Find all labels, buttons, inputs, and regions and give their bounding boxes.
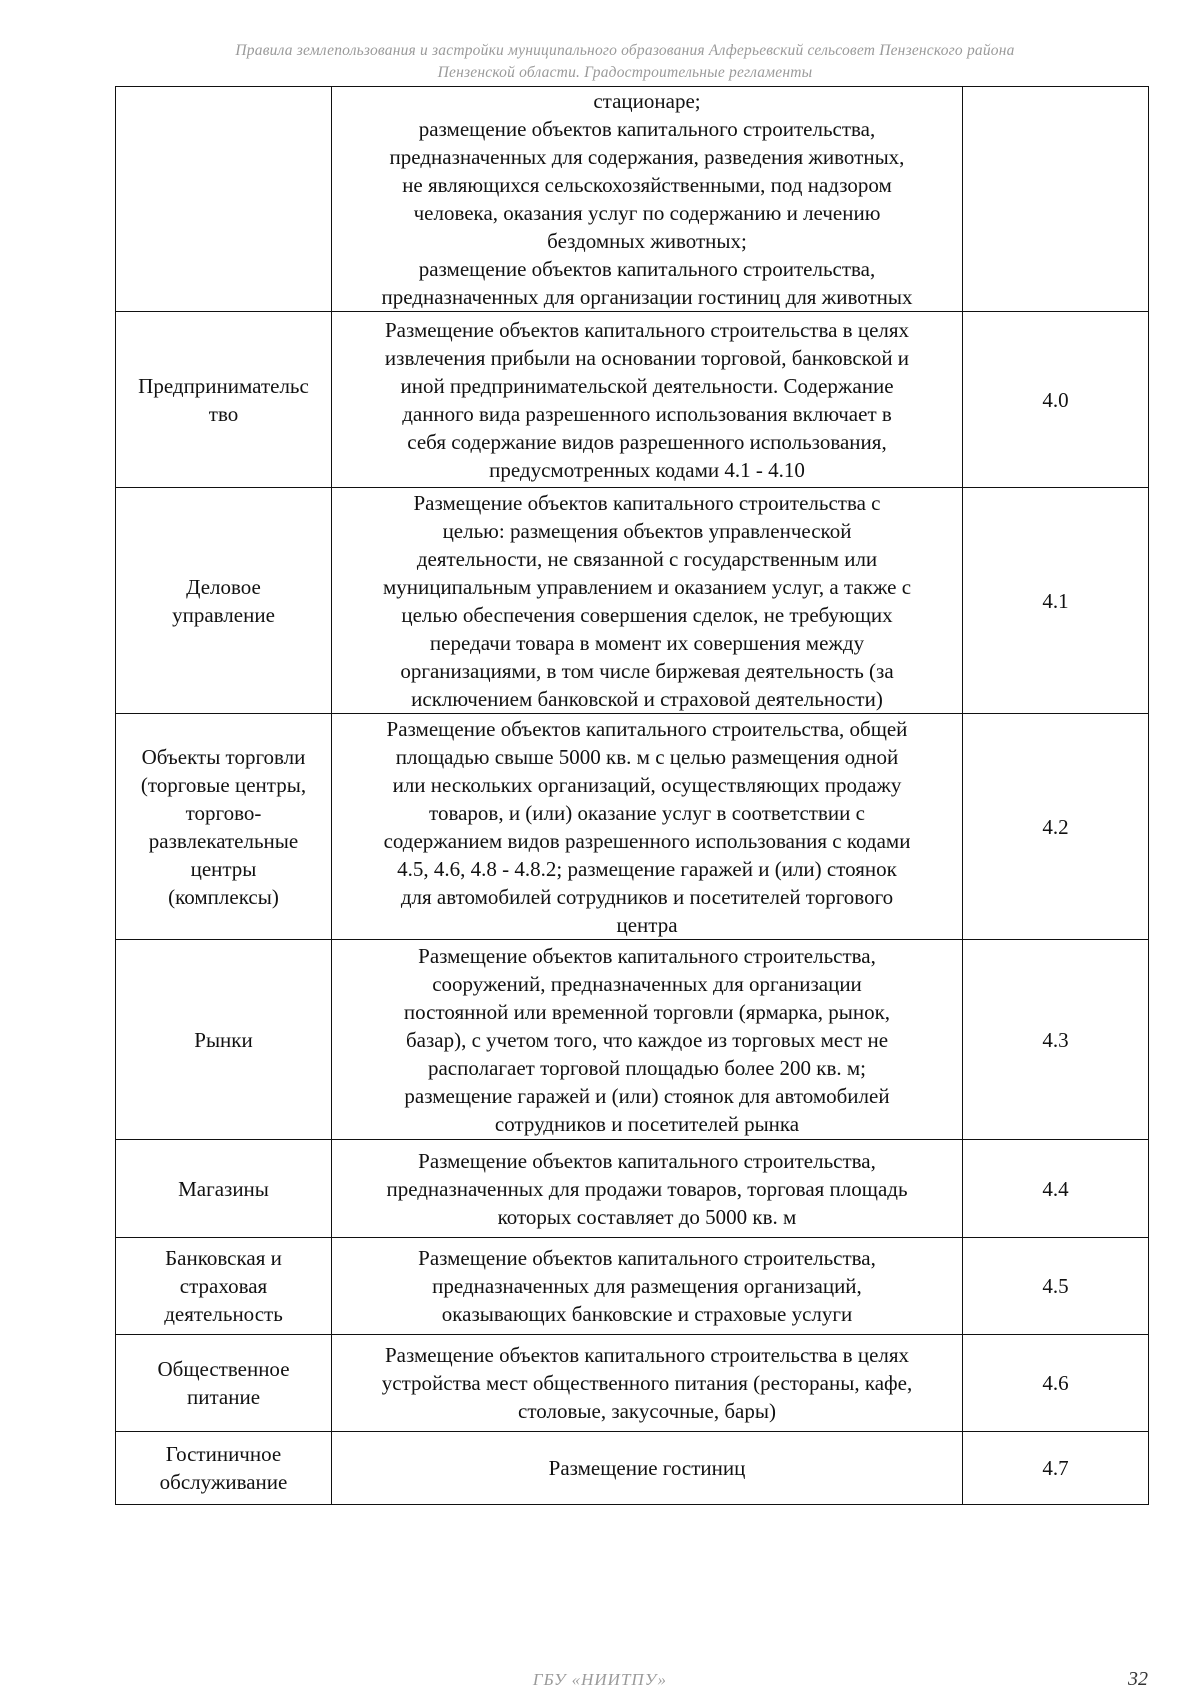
- use-name: Деловое управление: [116, 488, 332, 714]
- page-number: 32: [1128, 1668, 1148, 1690]
- use-name: Общественное питание: [116, 1335, 332, 1432]
- page-header: [120, 40, 1130, 84]
- use-description: Размещение объектов капитального строительства, предназначенных для продажи товаров, торговая площадь которых составляет до 5000 кв. м: [332, 1140, 963, 1238]
- use-name: Гостиничное обслуживание: [116, 1432, 332, 1505]
- table-row: [116, 1238, 1149, 1335]
- header-line-2: Пензенской области. Градостроительные регламенты: [437, 64, 813, 81]
- use-description: Размещение объектов капитального строительства, сооружений, предназначенных для организации постоянной или временной торговли (ярмарка, рынок, базар), с учетом того, что каждое из торговых мест не располагает торговой площадью более 200 кв. м; размещение гаражей и (или) стоянок для автомобилей сотрудников и посетителей рынка: [332, 940, 963, 1140]
- land-use-table: [115, 86, 1149, 1505]
- use-code: 4.6: [963, 1335, 1149, 1432]
- use-description: Размещение объектов капитального строительства с целью: размещения объектов управленческой деятельности, не связанной с государственным или муниципальным управлением и оказанием услуг, а также с целью обеспечения совершения сделок, не требующих передачи товара в момент их совершения между организациями, в том числе биржевая деятельность (за исключением банковской и страховой деятельности): [332, 488, 963, 714]
- use-name: Магазины: [116, 1140, 332, 1238]
- table-row: [116, 1140, 1149, 1238]
- footer-organization: ГБУ «НИИТПУ»: [532, 1670, 668, 1689]
- use-name: Предпринимательс тво: [116, 312, 332, 488]
- use-name: [116, 87, 332, 312]
- table-row: [116, 1335, 1149, 1432]
- use-description: стационаре; размещение объектов капитального строительства, предназначенных для содержания, разведения животных, не являющихся сельскохозяйственными, под надзором человека, оказания услуг по содержанию и лечению бездомных животных; размещение объектов капитального строительства, предназначенных для организации гостиниц для животных: [332, 87, 963, 312]
- use-description: Размещение объектов капитального строительства, предназначенных для размещения организаций, оказывающих банковские и страховые услуги: [332, 1238, 963, 1335]
- table-row: [116, 312, 1149, 488]
- use-code: 4.3: [963, 940, 1149, 1140]
- use-name: Рынки: [116, 940, 332, 1140]
- use-code: [963, 87, 1149, 312]
- header-line-1: Правила землепользования и застройки муниципального образования Алферьевский сельсовет Пензенского района: [235, 42, 1015, 59]
- use-name: Объекты торговли (торговые центры, торгово- развлекательные центры (комплексы): [116, 714, 332, 940]
- use-code: 4.1: [963, 488, 1149, 714]
- table-row: [116, 488, 1149, 714]
- use-code: 4.7: [963, 1432, 1149, 1505]
- table-row: [116, 1432, 1149, 1505]
- table-row: [116, 940, 1149, 1140]
- table-row: [116, 87, 1149, 312]
- use-name: Банковская и страховая деятельность: [116, 1238, 332, 1335]
- use-code: 4.4: [963, 1140, 1149, 1238]
- use-description: Размещение объектов капитального строительства в целях устройства мест общественного питания (рестораны, кафе, столовые, закусочные, бары): [332, 1335, 963, 1432]
- use-description: Размещение объектов капитального строительства, общей площадью свыше 5000 кв. м с целью размещения одной или нескольких организаций, осуществляющих продажу товаров, и (или) оказание услуг в соответствии с содержанием видов разрешенного использования с кодами 4.5, 4.6, 4.8 - 4.8.2; размещение гаражей и (или) стоянок для автомобилей сотрудников и посетителей торгового центра: [332, 714, 963, 940]
- use-description: Размещение объектов капитального строительства в целях извлечения прибыли на основании торговой, банковской и иной предпринимательской деятельности. Содержание данного вида разрешенного использования включает в себя содержание видов разрешенного использования, предусмотренных кодами 4.1 - 4.10: [332, 312, 963, 488]
- use-description: Размещение гостиниц: [332, 1432, 963, 1505]
- use-code: 4.2: [963, 714, 1149, 940]
- use-code: 4.0: [963, 312, 1149, 488]
- table-row: [116, 714, 1149, 940]
- use-code: 4.5: [963, 1238, 1149, 1335]
